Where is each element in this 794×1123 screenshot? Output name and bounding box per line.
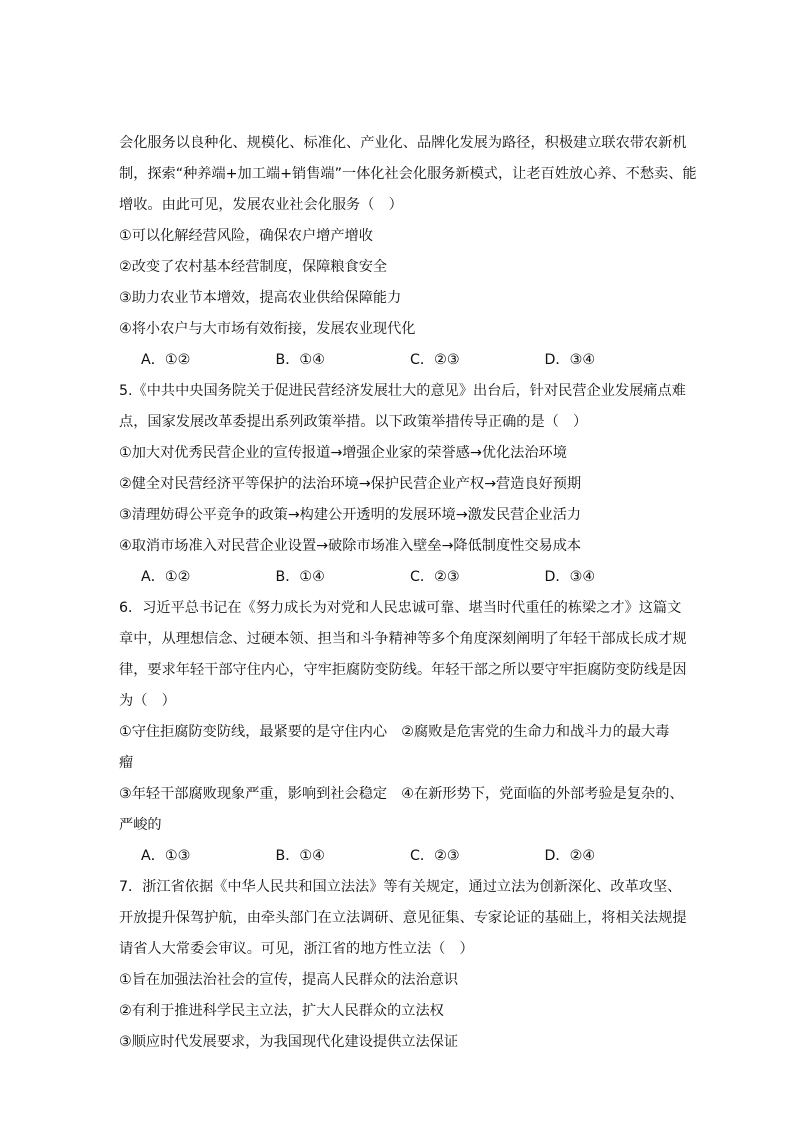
answer-options (119, 841, 679, 872)
question-stem-line: 5.《中共中央国务院关于促进民营经济发展壮大的意见》出台后，针对民营企业发展痛点难 (119, 383, 686, 399)
question-stem-line: 请省人大常委会审议。可见，浙江省的地方性立法（ ） (119, 941, 474, 957)
question-stem-line: 点，国家发展改革委提出系列政策举措。以下政策举措传导正确的是（ ） (119, 414, 588, 430)
statement-item: ③顺应时代发展要求，为我国现代化建设提供立法保证 (119, 1034, 459, 1050)
statement-item: 严峻的 (119, 817, 162, 833)
question-stem-line: 7．浙江省依据《中华人民共和国立法法》等有关规定，通过立法为创新深化、改革攻坚、 (119, 879, 682, 895)
option-c: C．②③ (410, 848, 460, 864)
question-4 (119, 128, 697, 376)
answer-options (119, 345, 679, 376)
option-a: A．①② (141, 352, 191, 368)
question-stem-line: 制，探索“种养端+加工端+销售端”一体化社会化服务新模式，让老百姓放心养、不愁卖、能 (119, 166, 697, 182)
option-d: D．③④ (544, 569, 596, 585)
statement-item: ④取消市场准入对民营企业设置→破除市场准入壁垒→降低制度性交易成本 (119, 538, 582, 554)
option-d: D．②④ (544, 848, 596, 864)
statement-item: ②有利于推进科学民主立法，扩大人民群众的立法权 (119, 1003, 444, 1019)
statement-item: ③助力农业节本增效，提高农业供给保障能力 (119, 290, 402, 306)
statement-item: ①可以化解经营风险，确保农户增产增收 (119, 228, 373, 244)
question-stem-line: 开放提升保驾护航，由牵头部门在立法调研、意见征集、专家论证的基础上，将相关法规提 (119, 910, 687, 926)
statement-item: ③清理妨碍公平竞争的政策→构建公开透明的发展环境→激发民营企业活力 (119, 507, 582, 523)
option-c: C．②③ (410, 352, 460, 368)
answer-options (119, 562, 679, 593)
option-a: A．①③ (141, 848, 191, 864)
statement-item: 瘤 (119, 755, 134, 771)
question-stem-line: 6．习近平总书记在《努力成长为对党和人民忠诚可靠、堪当时代重任的栋梁之才》这篇文 (119, 600, 682, 616)
statement-item: ①加大对优秀民营企业的宣传报道→增强企业家的荣誉感→优化法治环境 (119, 445, 567, 461)
statement-item: ②改变了农村基本经营制度，保障粮食安全 (119, 259, 388, 275)
question-stem-line: 律，要求年轻干部守住内心，守牢拒腐防变防线。年轻干部之所以要守牢拒腐防变防线是因 (119, 662, 687, 678)
statement-item: ①旨在加强法治社会的宣传，提高人民群众的法治意识 (119, 972, 459, 988)
statement-item: ①守住拒腐防变防线，最紧要的是守住内心 ②腐败是危害党的生命力和战斗力的最大毒 (119, 724, 670, 740)
statement-item: ②健全对民营经济平等保护的法治环境→保护民营企业产权→营造良好预期 (119, 476, 582, 492)
option-b: B．①④ (275, 848, 325, 864)
statement-item: ④将小农户与大市场有效衔接，发展农业现代化 (119, 321, 416, 337)
question-6 (119, 593, 687, 872)
option-c: C．②③ (410, 569, 460, 585)
option-a: A．①② (141, 569, 191, 585)
statement-item: ③年轻干部腐败现象严重，影响到社会稳定 ④在新形势下，党面临的外部考验是复杂的、 (119, 786, 684, 802)
question-stem-line: 为（ ） (119, 693, 176, 709)
question-stem-line: 会化服务以良种化、规模化、标准化、产业化、品牌化发展为路径，积极建立联农带农新机 (119, 135, 687, 151)
question-stem-line: 增收。由此可见，发展农业社会化服务（ ） (119, 197, 403, 213)
option-b: B．①④ (275, 569, 325, 585)
question-5 (119, 376, 686, 593)
question-7 (119, 872, 687, 1058)
option-b: B．①④ (275, 352, 325, 368)
option-d: D．③④ (544, 352, 596, 368)
document-body (119, 128, 697, 1058)
question-stem-line: 章中，从理想信念、过硬本领、担当和斗争精神等多个角度深刻阐明了年轻干部成长成才规 (119, 631, 687, 647)
